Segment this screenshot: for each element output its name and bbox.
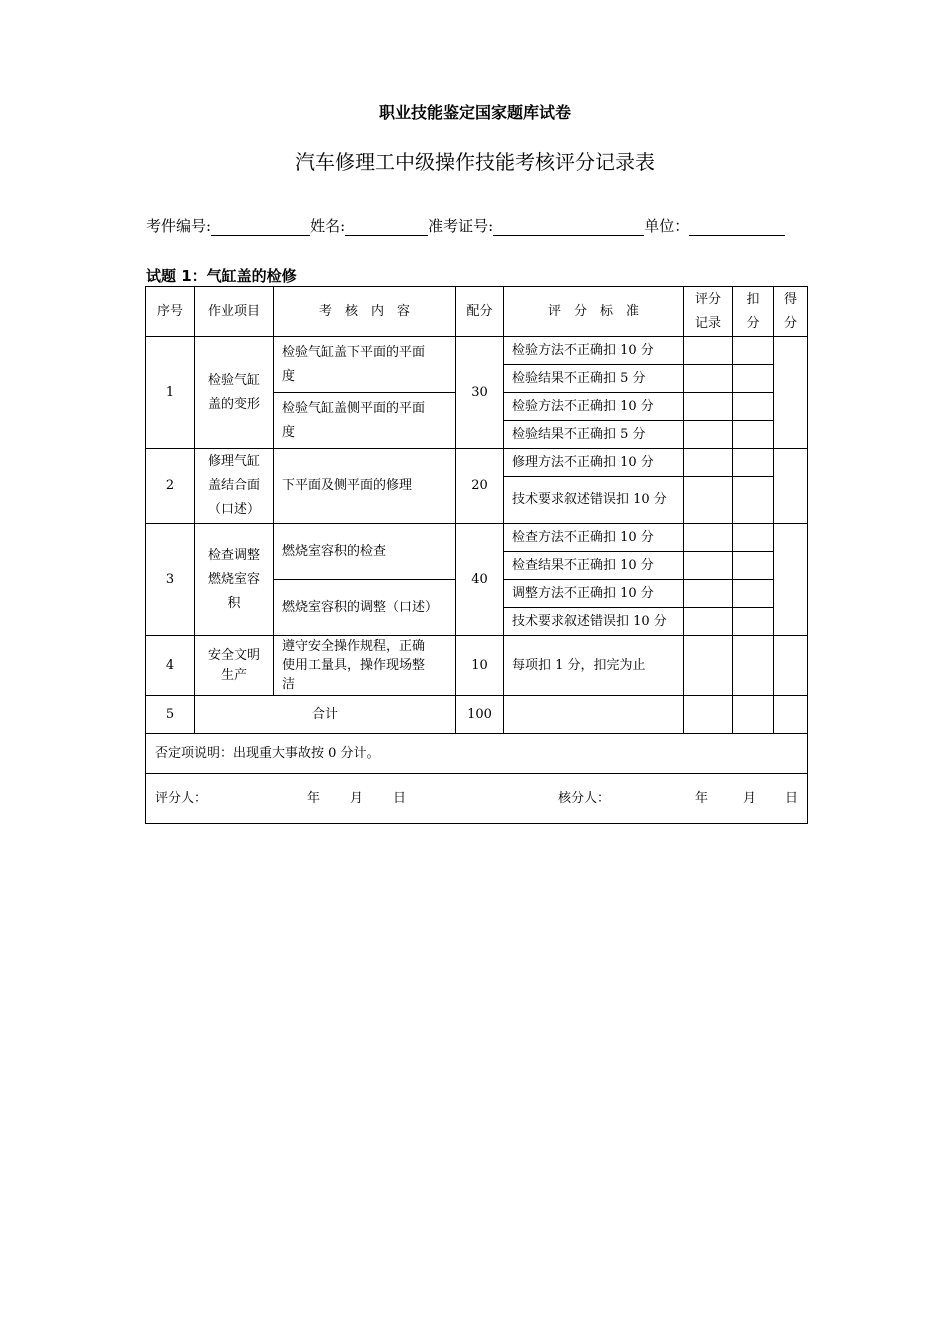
record-cell[interactable] (684, 580, 733, 608)
name-blank (345, 219, 428, 236)
deduct-cell[interactable] (733, 477, 774, 524)
total-no: 5 (146, 696, 195, 734)
row3-item-line: 检查调整 (207, 547, 260, 563)
header-score-line2: 分 (783, 315, 797, 331)
grader-label: 评分人： (155, 790, 208, 806)
row2-item (195, 449, 274, 524)
table-row (146, 524, 808, 552)
row1-content-a (274, 337, 456, 393)
row4-item-line: 安全文明 (207, 647, 260, 663)
total-record-cell[interactable] (684, 696, 733, 734)
unit-label: 单位： (644, 217, 690, 235)
unit-blank (689, 219, 785, 236)
sign-cell (146, 774, 808, 824)
header-score-line1: 得 (783, 291, 797, 307)
header-deduct-line2: 分 (746, 315, 760, 331)
row3-item-line: 燃烧室容 (207, 571, 260, 587)
row3-points: 40 (456, 524, 504, 636)
criteria-cell: 修理方法不正确扣 10 分 (504, 449, 684, 477)
score-cell[interactable] (774, 524, 808, 636)
deduct-cell[interactable] (733, 608, 774, 636)
row4-no: 4 (146, 636, 195, 696)
table-row (146, 337, 808, 365)
checker-year: 年 (695, 790, 709, 806)
deduct-cell[interactable] (733, 337, 774, 365)
row3-item (195, 524, 274, 636)
row3-item-line: 积 (227, 595, 241, 611)
grader-year: 年 (307, 790, 321, 806)
checker-month: 月 (743, 790, 757, 806)
row2-item-line: （口述） (207, 502, 260, 517)
total-points: 100 (456, 696, 504, 734)
name-label: 姓名: (310, 217, 346, 235)
content-line: 遵守安全操作规程，正确 (282, 639, 426, 654)
checker-day: 日 (785, 790, 799, 806)
total-row (146, 696, 808, 734)
row1-item-line: 检验气缸 (207, 372, 260, 388)
header-record-line2: 记录 (694, 315, 721, 331)
exam-header-title: 职业技能鉴定国家题库试卷 (378, 103, 571, 122)
record-cell[interactable] (684, 477, 733, 524)
row3-content-a: 燃烧室容积的检查 (274, 524, 456, 580)
exam-no-label: 考件编号: (146, 217, 212, 235)
header-item: 作业项目 (195, 287, 274, 337)
row1-item (195, 337, 274, 449)
deduct-cell[interactable] (733, 552, 774, 580)
row1-content-b (274, 393, 456, 449)
record-cell[interactable] (684, 365, 733, 393)
row4-content (274, 636, 456, 696)
content-line: 检验气缸盖侧平面的平面 (282, 400, 426, 416)
row2-points: 20 (456, 449, 504, 524)
row2-item-line: 修理气缸 (207, 454, 260, 469)
score-cell[interactable] (774, 636, 808, 696)
criteria-cell: 调整方法不正确扣 10 分 (504, 580, 684, 608)
total-label: 合计 (195, 696, 456, 734)
row4-item-line: 生产 (220, 667, 247, 683)
form-title: 汽车修理工中级操作技能考核评分记录表 (295, 150, 655, 174)
criteria-cell: 检查方法不正确扣 10 分 (504, 524, 684, 552)
table-row (146, 636, 808, 696)
header-record-line1: 评分 (694, 291, 721, 307)
row2-no: 2 (146, 449, 195, 524)
row4-points: 10 (456, 636, 504, 696)
row3-content-b: 燃烧室容积的调整（口述） (274, 580, 456, 636)
header-deduct-line1: 扣 (746, 291, 760, 307)
header-score (774, 287, 808, 337)
record-cell[interactable] (684, 337, 733, 365)
header-content: 考 核 内 容 (274, 287, 456, 337)
record-cell[interactable] (684, 608, 733, 636)
table-row (146, 449, 808, 477)
header-points: 配分 (456, 287, 504, 337)
total-deduct-cell[interactable] (733, 696, 774, 734)
criteria-cell: 技术要求叙述错误扣 10 分 (504, 477, 684, 524)
total-score-cell[interactable] (774, 696, 808, 734)
content-line: 检验气缸盖下平面的平面 (282, 344, 426, 360)
criteria-cell: 检验结果不正确扣 5 分 (504, 421, 684, 449)
score-cell[interactable] (774, 337, 808, 449)
grader-day: 日 (393, 790, 407, 806)
checker-label: 核分人： (558, 790, 611, 806)
criteria-cell: 检验方法不正确扣 10 分 (504, 337, 684, 365)
deduct-cell[interactable] (733, 449, 774, 477)
record-cell[interactable] (684, 636, 733, 696)
grader-month: 月 (350, 790, 364, 806)
deduct-cell[interactable] (733, 636, 774, 696)
header-record (684, 287, 733, 337)
deduct-cell[interactable] (733, 365, 774, 393)
score-table (145, 286, 808, 824)
criteria-cell: 检查结果不正确扣 10 分 (504, 552, 684, 580)
criteria-cell: 每项扣 1 分，扣完为止 (504, 636, 684, 696)
row2-content: 下平面及侧平面的修理 (274, 449, 456, 524)
row4-item (195, 636, 274, 696)
content-line: 度 (282, 424, 296, 440)
record-cell[interactable] (684, 552, 733, 580)
record-cell[interactable] (684, 421, 733, 449)
ticket-no-blank (493, 219, 644, 236)
record-cell[interactable] (684, 524, 733, 552)
header-criteria: 评 分 标 准 (504, 287, 684, 337)
criteria-cell: 技术要求叙述错误扣 10 分 (504, 608, 684, 636)
candidate-info-line (146, 215, 808, 236)
row3-no: 3 (146, 524, 195, 636)
deduct-cell[interactable] (733, 393, 774, 421)
veto-note: 否定项说明：出现重大事故按 0 分计。 (146, 734, 808, 774)
content-line: 洁 (282, 677, 296, 692)
deduct-cell[interactable] (733, 421, 774, 449)
ticket-no-label: 准考证号: (428, 217, 494, 235)
deduct-cell[interactable] (733, 524, 774, 552)
note-row (146, 734, 808, 774)
content-line: 度 (282, 368, 296, 384)
criteria-cell: 检验方法不正确扣 10 分 (504, 393, 684, 421)
row1-points: 30 (456, 337, 504, 449)
total-criteria-cell (504, 696, 684, 734)
header-deduct (733, 287, 774, 337)
question-title: 试题 1：气缸盖的检修 (146, 267, 297, 285)
sign-row (146, 774, 808, 824)
header-no: 序号 (146, 287, 195, 337)
row1-item-line: 盖的变形 (207, 396, 260, 412)
table-header-row (146, 287, 808, 337)
record-cell[interactable] (684, 449, 733, 477)
deduct-cell[interactable] (733, 580, 774, 608)
exam-no-blank (211, 219, 310, 236)
content-line: 使用工量具，操作现场整 (282, 658, 426, 673)
score-cell[interactable] (774, 449, 808, 524)
row2-item-line: 盖结合面 (207, 478, 260, 493)
record-cell[interactable] (684, 393, 733, 421)
row1-no: 1 (146, 337, 195, 449)
criteria-cell: 检验结果不正确扣 5 分 (504, 365, 684, 393)
